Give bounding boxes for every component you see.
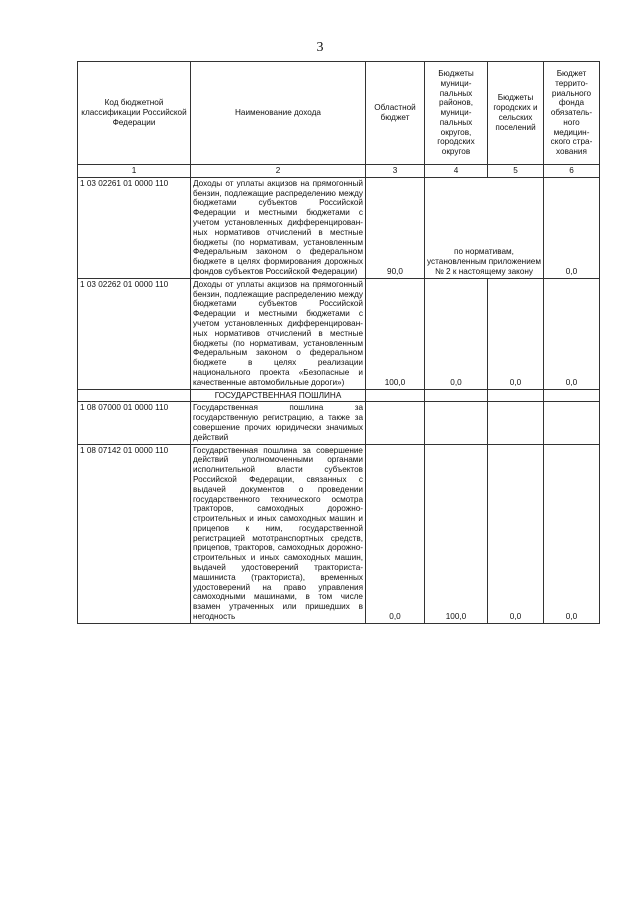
table-row [78,177,600,278]
income-name: Государственная пошлина за совершение действий уполномоченными органами исполнительной власти субъектов Российской Федерации, связанных с выдачей документов о проведении государственного технического осмотра тракторов, самоходных дорожно-строительных и иных самоходных машин и прицепов к ним, государственной регистрацией мототранспортных средств, прицепов, тракторов, самоходных дорожно-строительных и иных самоходных машин, выдачей удостоверений тракториста-машиниста (тракториста), временных удостоверений на право управления самоходными машинами, в том числе взамен утраченных или пришедших в негодность [191,444,366,623]
tfoms-share: 0,0 [544,444,600,623]
kbk-code: 1 03 02261 01 0000 110 [78,177,191,278]
empty-cell [366,389,425,402]
settlement-share: 0,0 [488,278,544,389]
column-number: 6 [544,165,600,178]
table-row [78,402,600,444]
tfoms-share [544,402,600,444]
municipal-share: 100,0 [425,444,488,623]
table-row [78,444,600,623]
header-municipal-budgets: Бюджеты муници-пальных районов, муници-пальных округов, городских округов [425,62,488,165]
header-tfoms-budget: Бюджет террито-риального фонда обязатель-ного медицин-ского стра-хования [544,62,600,165]
header-income-name: Наименование дохода [191,62,366,165]
empty-cell [78,389,191,402]
column-number: 5 [488,165,544,178]
settlement-share [488,402,544,444]
income-distribution-table [77,61,600,624]
income-name: Государственная пошлина за государственную регистрацию, а также за совершение прочих юридически значимых действий [191,402,366,444]
header-kbk-code: Код бюджетной классификации Российской Федерации [78,62,191,165]
regional-share [366,402,425,444]
kbk-code: 1 03 02262 01 0000 110 [78,278,191,389]
regional-share: 90,0 [366,177,425,278]
section-title: ГОСУДАРСТВЕННАЯ ПОШЛИНА [191,389,366,402]
empty-cell [488,389,544,402]
income-name: Доходы от уплаты акцизов на прямогонный бензин, подлежащие распределению между бюджетами субъектов Российской Федерации и местными бюджетами с учетом установленных дифференцирован-ных нормативов отчислений в местные бюджеты (по нормативам, установленным Федеральным законом о федеральном бюджете в целях формирования дорожных фондов субъектов Российской Федерации) [191,177,366,278]
municipal-share: 0,0 [425,278,488,389]
tfoms-share: 0,0 [544,177,600,278]
table-row [78,278,600,389]
table-header-row [78,62,600,165]
empty-cell [544,389,600,402]
table-body [78,177,600,623]
distribution-note: по нормативам, установленным приложением № 2 к настоящему закону [425,177,544,278]
page-number: 3 [316,40,324,55]
settlement-share: 0,0 [488,444,544,623]
header-settlement-budgets: Бюджеты городских и сельских поселений [488,62,544,165]
section-row [78,389,600,402]
municipal-share [425,402,488,444]
income-name: Доходы от уплаты акцизов на прямогонный бензин, подлежащие распределению между бюджетами субъектов Российской Федерации и местными бюджетами с учетом установленных дифференцирован-ных нормативов отчислений в местные бюджеты (по нормативам, установленным Федеральным законом о федеральном бюджете в целях реализации национального проекта «Безопасные и качественные автомобильные дороги») [191,278,366,389]
column-number: 3 [366,165,425,178]
tfoms-share: 0,0 [544,278,600,389]
regional-share: 0,0 [366,444,425,623]
column-number-row [78,165,600,178]
column-number: 2 [191,165,366,178]
empty-cell [425,389,488,402]
regional-share: 100,0 [366,278,425,389]
kbk-code: 1 08 07000 01 0000 110 [78,402,191,444]
kbk-code: 1 08 07142 01 0000 110 [78,444,191,623]
column-number: 4 [425,165,488,178]
column-number: 1 [78,165,191,178]
header-regional-budget: Областной бюджет [366,62,425,165]
